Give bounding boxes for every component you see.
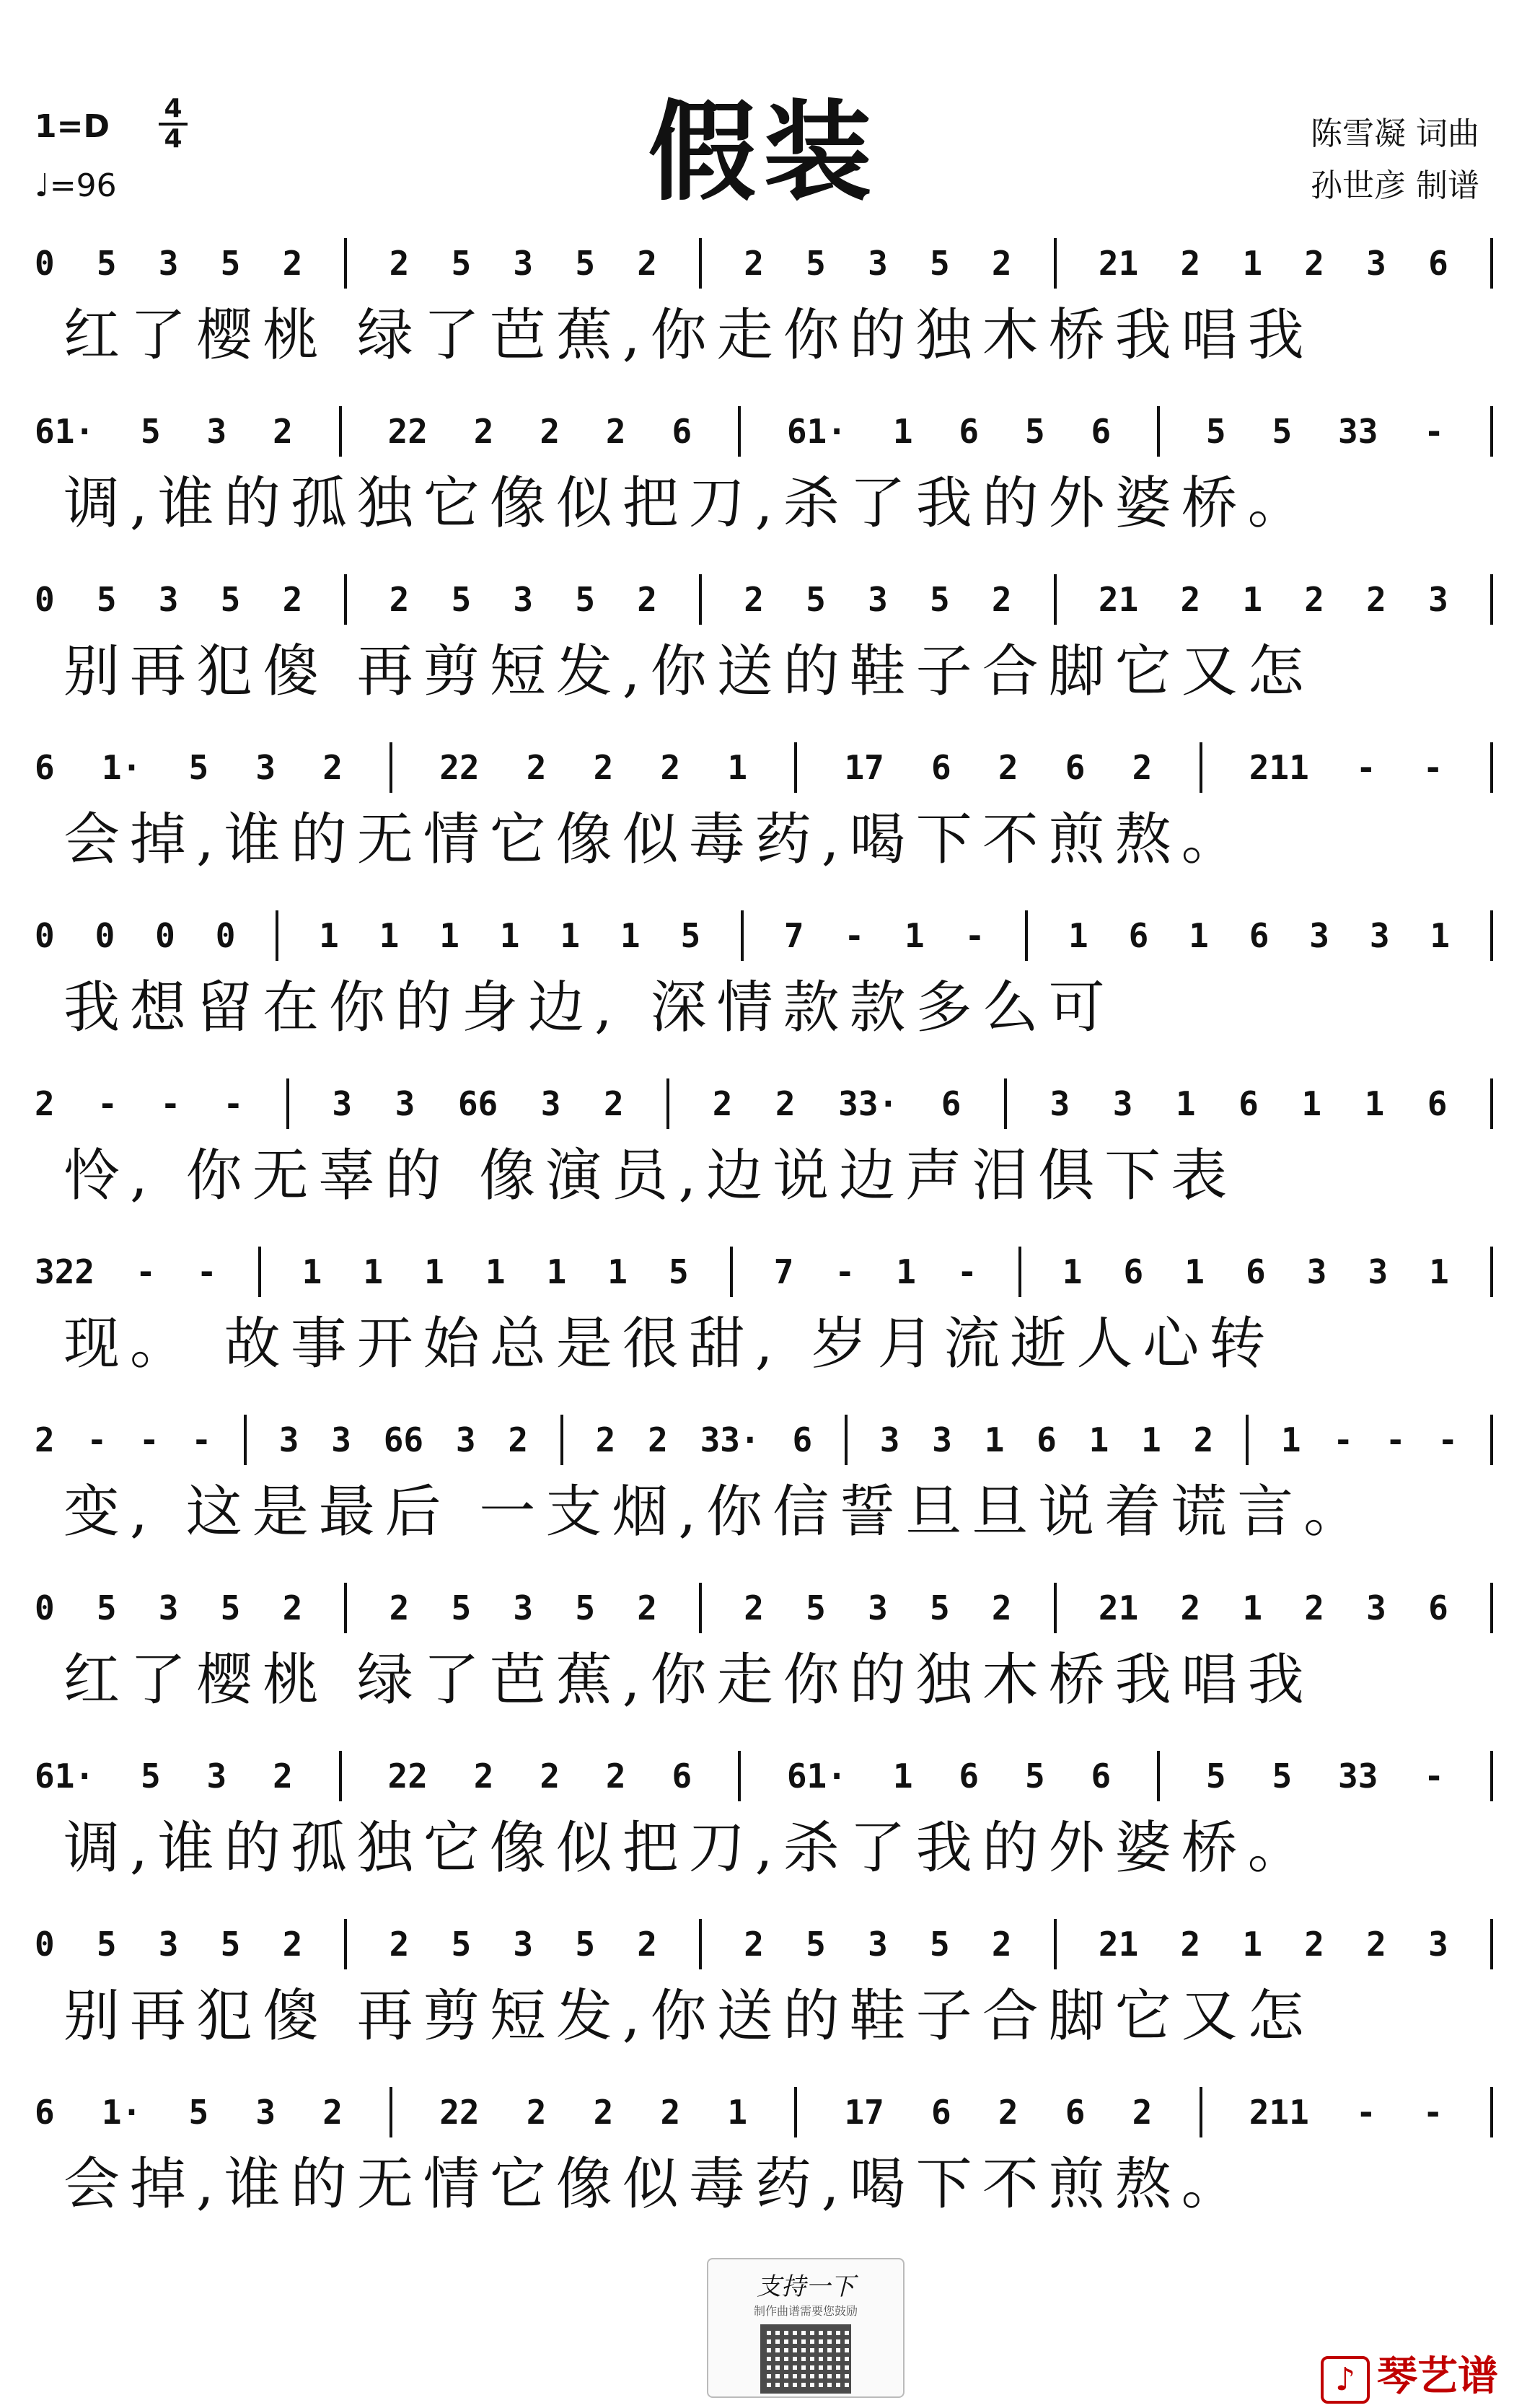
time-numerator: 4 [164,94,182,123]
notation-line: 322 - - 1 1 1 1 1 1 5 7 - 1 - 1 6 1 6 3 3 1 [35,1239,1493,1304]
lyrics-line: 变, 这是最后 一支烟,你信誓旦旦说着谎言。 [63,1480,1370,1544]
support-box[interactable] [707,2258,905,2398]
bar-line [344,238,347,289]
time-denominator: 4 [159,123,188,153]
lyrics-line: 红了樱桃 绿了芭蕉,你走你的独木桥我唱我 [63,303,1314,368]
score-system [35,903,1493,1062]
bar-line [699,1583,702,1633]
score-system [35,399,1493,558]
bar-line [1490,406,1493,457]
bar-line [1490,1751,1493,1801]
score-system [35,1239,1493,1398]
bar-line [1490,1919,1493,1969]
bar-line [1490,742,1493,793]
bar-line [699,1919,702,1969]
bar-line [1054,574,1057,625]
bar-line [339,1751,342,1801]
bar-line [1246,1415,1249,1465]
bar-line [390,2087,392,2137]
bar-line [794,2087,797,2137]
bar-line [1200,742,1202,793]
bar-line [344,1919,347,1969]
credit-lyrics-music: 陈雪凝 词曲 [1311,115,1479,152]
score-system [35,1744,1493,1902]
bar-line [244,1415,247,1465]
bar-line [1054,238,1057,289]
song-title: 假装 [648,89,879,216]
notation-line: 0 5 3 5 2 2 5 3 5 2 2 5 3 5 2 21 2 1 2 2 3 [35,567,1493,632]
score-system [35,735,1493,894]
lyrics-line: 调,谁的孤独它像似把刀,杀了我的外婆桥。 [63,471,1314,536]
support-text: 支持一下 [757,2272,855,2301]
bar-line [1054,1583,1057,1633]
notation-line: 6 1· 5 3 2 22 2 2 2 1 17 6 2 6 2 211 - - [35,735,1493,800]
score-system [35,1071,1493,1230]
tempo-marking: ♩=96 [35,167,117,204]
bar-line [1490,1247,1493,1297]
bar-line [1490,1078,1493,1129]
bar-line [699,574,702,625]
bar-line [339,406,342,457]
bar-line [730,1247,733,1297]
score-system [35,1912,1493,2070]
bar-line [1490,1415,1493,1465]
bar-line [1025,910,1028,961]
credit-arranger: 孙世彦 制谱 [1311,167,1479,204]
notation-line: 6 1· 5 3 2 22 2 2 2 1 17 6 2 6 2 211 - - [35,2080,1493,2145]
bar-line [1490,910,1493,961]
lyrics-line: 会掉,谁的无情它像似毒药,喝下不煎熬。 [63,2152,1248,2217]
bar-line [1490,238,1493,289]
score-system [35,567,1493,726]
notation-line: 2 - - - 3 3 66 3 2 2 2 33· 6 3 3 1 6 1 1 6 [35,1071,1493,1136]
notation-line: 0 5 3 5 2 2 5 3 5 2 2 5 3 5 2 21 2 1 2 3 6 [35,1576,1493,1640]
bar-line [276,910,278,961]
notation-line: 2 - - - 3 3 66 3 2 2 2 33· 6 3 3 1 6 1 1 2 1 - - - [35,1407,1493,1472]
bar-line [666,1078,669,1129]
bar-line [344,1583,347,1633]
bar-line [390,742,392,793]
key-label: 1=D [35,108,110,145]
notation-line: 0 0 0 0 1 1 1 1 1 1 5 7 - 1 - 1 6 1 6 3 3 1 [35,903,1493,968]
score-system [35,1576,1493,1734]
bar-line [738,1751,741,1801]
bar-line [1490,2087,1493,2137]
lyrics-line: 别再犯傻 再剪短发,你送的鞋子合脚它又怎 [63,639,1314,704]
bar-line [1157,1751,1160,1801]
bar-line [258,1247,261,1297]
lyrics-line: 怜, 你无辜的 像演员,边说边声泪俱下表 [63,1143,1238,1208]
logo-text: 琴艺谱 [1377,2353,1498,2400]
score-system [35,2080,1493,2238]
bar-line [1054,1919,1057,1969]
notation-line: 0 5 3 5 2 2 5 3 5 2 2 5 3 5 2 21 2 1 2 2 3 [35,1912,1493,1977]
lyrics-line: 调,谁的孤独它像似把刀,杀了我的外婆桥。 [63,1816,1314,1881]
support-subtext: 制作曲谱需要您鼓励 [753,2304,858,2318]
bar-line [1490,1583,1493,1633]
credits [1311,108,1479,212]
score-system [35,1407,1493,1566]
lyrics-line: 红了樱桃 绿了芭蕉,你走你的独木桥我唱我 [63,1648,1314,1713]
notation-line: 61· 5 3 2 22 2 2 2 6 61· 1 6 5 6 5 5 33 - [35,399,1493,464]
bar-line [1018,1247,1021,1297]
qr-code-icon[interactable] [760,2324,851,2394]
logo-mark-icon: ♪ [1321,2356,1370,2404]
bar-line [1490,574,1493,625]
bar-line [741,910,744,961]
bar-line [1157,406,1160,457]
notation-line: 61· 5 3 2 22 2 2 2 6 61· 1 6 5 6 5 5 33 - [35,1744,1493,1809]
bar-line [1200,2087,1202,2137]
lyrics-line: 会掉,谁的无情它像似毒药,喝下不煎熬。 [63,807,1248,872]
bar-line [699,238,702,289]
bar-line [344,574,347,625]
lyrics-line: 我想留在你的身边, 深情款款多么可 [63,975,1115,1040]
lyrics-line: 别再犯傻 再剪短发,你送的鞋子合脚它又怎 [63,1984,1314,2049]
bar-line [794,742,797,793]
bar-line [1004,1078,1007,1129]
score-system [35,231,1493,390]
bar-line [560,1415,563,1465]
bar-line [845,1415,848,1465]
lyrics-line: 现。 故事开始总是很甜, 岁月流逝人心转 [63,1311,1276,1376]
bar-line [738,406,741,457]
bar-line [286,1078,289,1129]
site-logo [1321,2345,1498,2404]
notation-line: 0 5 3 5 2 2 5 3 5 2 2 5 3 5 2 21 2 1 2 3 6 [35,231,1493,296]
